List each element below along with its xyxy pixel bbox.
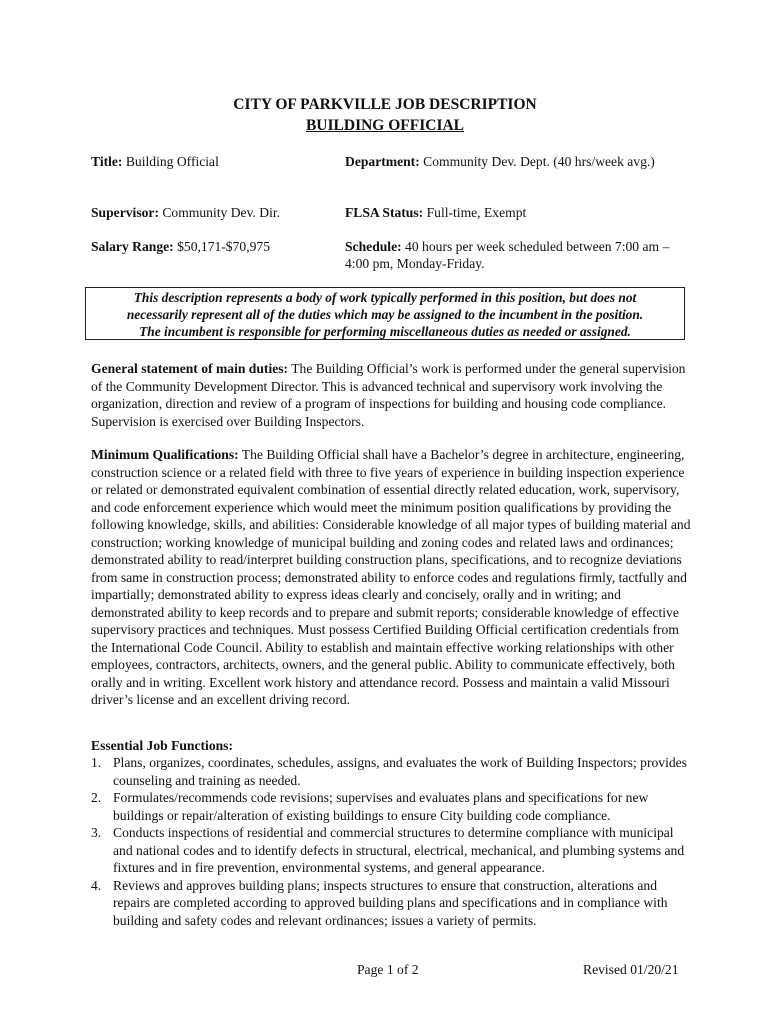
title-field (91, 153, 321, 170)
supervisor-field (91, 204, 321, 221)
list-item (91, 877, 691, 930)
salary-label: Salary Range: (91, 239, 174, 254)
list-item-number: 4. (91, 877, 102, 893)
list-item-text: Reviews and approves building plans; inspects structures to ensure that construction, alterations and repairs are completed according to approved building plans and specifications and in compliance with building and safety codes and relevant ordinances; issues a variety of permits. (113, 877, 668, 928)
title-value: Building Official (122, 154, 219, 169)
document-title-block (0, 94, 770, 136)
flsa-field (345, 204, 685, 221)
minimum-qualifications (91, 446, 691, 709)
essential-functions-list (91, 754, 691, 929)
schedule-value: 40 hours per week scheduled between 7:00 am – 4:00 pm, Monday-Friday. (345, 239, 670, 271)
list-item-text: Plans, organizes, coordinates, schedules, assigns, and evaluates the work of Building Inspectors; provides counseling and training as needed. (113, 755, 687, 788)
disclaimer-line-2: necessarily represent all of the duties which may be assigned to the incumbent in the position. (126, 306, 644, 322)
minimum-qualifications-label: Minimum Qualifications: (91, 447, 239, 462)
flsa-label: FLSA Status: (345, 205, 424, 220)
supervisor-value: Community Dev. Dir. (158, 205, 281, 220)
list-item-number: 3. (91, 825, 102, 840)
list-item-text: Formulates/recommends code revisions; supervises and evaluates plans and specifications for new buildings or repair/alteration of existing buildings to ensure City building code compliance. (113, 790, 649, 823)
general-statement (91, 360, 691, 430)
department-field (345, 153, 685, 170)
document-title: CITY OF PARKVILLE JOB DESCRIPTION (233, 96, 537, 113)
schedule-field (345, 238, 675, 272)
list-item-number: 2. (91, 790, 102, 805)
list-item-number: 1. (91, 755, 102, 770)
title-label: Title: (91, 154, 123, 169)
supervisor-label: Supervisor: (91, 205, 159, 220)
list-item (91, 789, 691, 824)
essential-functions-heading: Essential Job Functions: (91, 738, 234, 753)
list-item-text: Conducts inspections of residential and commercial structures to determine compliance with municipal and national codes and to identify defects in structural, electrical, mechanical, and plumbing systems and fixtures and in fire prevention, environmental systems, and general appearance. (113, 825, 685, 875)
page-number: Page 1 of 2 (357, 962, 419, 977)
salary-value: $50,171-$70,975 (173, 239, 270, 254)
general-statement-text: The Building Official’s work is performed under the general supervision of the Community Development Director. This is advanced technical and supervisory work involving the organization, direction and review of a program of inspections for building and housing code compliance. Supervision is exercised over Building Inspectors. (91, 361, 686, 429)
department-value: Community Dev. Dept. (40 hrs/week avg.) (419, 154, 655, 169)
department-label: Department: (345, 154, 420, 169)
document-subtitle: BUILDING OFFICIAL (305, 117, 465, 134)
general-statement-label: General statement of main duties: (91, 361, 289, 376)
flsa-value: Full-time, Exempt (423, 205, 527, 220)
revised-date: Revised 01/20/21 (583, 962, 679, 977)
disclaimer-box (85, 287, 685, 340)
salary-field (91, 238, 321, 255)
schedule-label: Schedule: (345, 239, 402, 254)
disclaimer-line-1: This description represents a body of work typically performed in this position, but does not (133, 290, 637, 305)
list-item (91, 824, 691, 877)
list-item (91, 754, 691, 789)
disclaimer-line-3: The incumbent is responsible for performing miscellaneous duties as needed or assigned. (139, 323, 631, 339)
minimum-qualifications-text: The Building Official shall have a Bachelor’s degree in architecture, engineering, construction science or a related field with three to five years of experience in building inspection experience or related or demonstrated equivalent combination of essential directly related education, work, supervisory, and code enforcement experience which would meet the minimum position qualifications by providing the following knowledge, skills, and abilities: Considerable knowledge of all major types of building material and construction; working knowledge of municipal building and zoning codes and related laws and ordinances; demonstrated ability to read/interpret building construction plans, specifications, and to recognize deviations from same in construction process; demonstrated ability to enforce codes and regulations firmly, tactfully and impartially; demonstrated ability to express ideas clearly and concisely, orally and in writing; and demonstrated ability to keep records and to prepare and submit reports; considerable knowledge of effective supervisory practices and techniques. Must possess Certified Building Official certification credentials from the International Code Council. Ability to establish and maintain effective working relationships with other employees, contractors, architects, owners, and the general public. Ability to communicate effectively, both orally and in writing. Excellent work history and attendance record. Possess and maintain a valid Missouri driver’s license and an excellent driving record. (91, 447, 691, 707)
